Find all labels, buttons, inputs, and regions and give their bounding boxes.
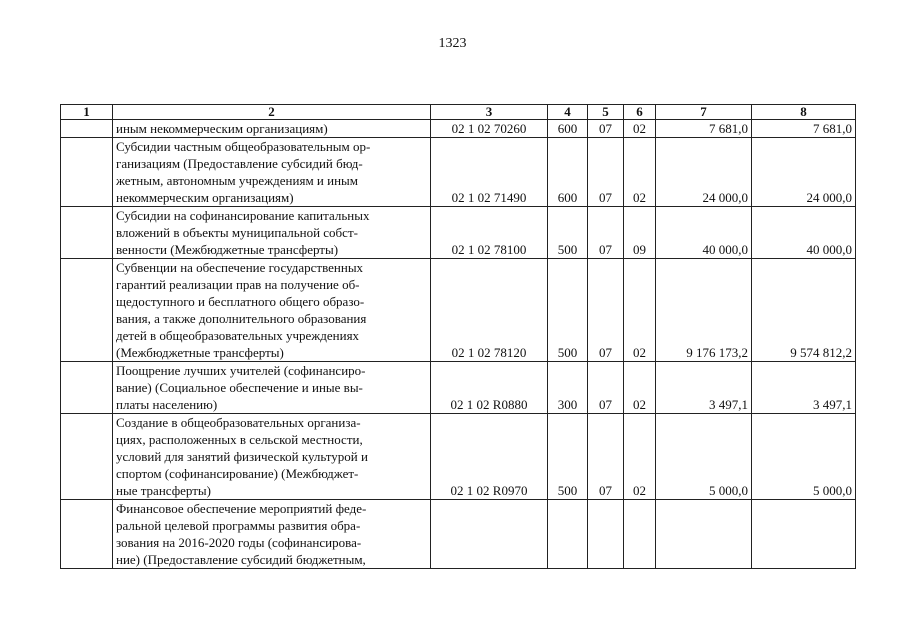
row-name-line: вания, а также дополнительного образования (116, 311, 367, 326)
expense-type-cell (548, 500, 588, 569)
section-cell: 07 (588, 414, 624, 500)
expense-type-cell: 500 (548, 207, 588, 259)
col-header-4: 4 (548, 105, 588, 120)
expense-type-cell: 300 (548, 362, 588, 414)
row-number-cell (61, 120, 113, 138)
section-cell: 07 (588, 362, 624, 414)
row-name-line: иным некоммерческим организациям) (116, 121, 328, 136)
row-name-line: некоммерческим организациям) (116, 190, 294, 205)
budget-table (60, 104, 856, 569)
subsection-cell: 02 (624, 259, 656, 362)
row-name-cell (113, 414, 431, 500)
table-row (61, 138, 856, 207)
row-number-cell (61, 138, 113, 207)
amount-year2-cell: 24 000,0 (752, 138, 856, 207)
row-name-line: Субсидии частным общеобразовательным ор- (116, 139, 371, 154)
subsection-cell: 02 (624, 138, 656, 207)
col-header-8: 8 (752, 105, 856, 120)
row-name-line: Субвенции на обеспечение государственных (116, 260, 364, 275)
subsection-cell: 02 (624, 414, 656, 500)
amount-year2-cell: 7 681,0 (752, 120, 856, 138)
table-row (61, 259, 856, 362)
row-name-cell (113, 362, 431, 414)
expense-type-cell: 500 (548, 414, 588, 500)
col-header-3: 3 (431, 105, 548, 120)
row-name-line: спортом (софинансирование) (Межбюджет- (116, 466, 359, 481)
col-header-6: 6 (624, 105, 656, 120)
row-number-cell (61, 207, 113, 259)
col-header-7: 7 (656, 105, 752, 120)
row-name-line: Субсидии на софинансирование капитальных (116, 208, 370, 223)
amount-year1-cell (656, 500, 752, 569)
table-row (61, 500, 856, 569)
subsection-cell (624, 500, 656, 569)
subsection-cell: 02 (624, 362, 656, 414)
table-row (61, 120, 856, 138)
page-number: 1323 (438, 36, 467, 51)
row-name-line: жетным, автономным учреждениям и иным (116, 173, 359, 188)
row-name-line: щедоступного и бесплатного общего образо- (116, 294, 365, 309)
target-code-cell: 02 1 02 78120 (431, 259, 548, 362)
row-name-cell (113, 138, 431, 207)
row-name-line: ганизациям (Предоставление субсидий бюд- (116, 156, 363, 171)
row-number-cell (61, 500, 113, 569)
target-code-cell: 02 1 02 78100 (431, 207, 548, 259)
row-name-line: условий для занятий физической культурой и (116, 449, 368, 464)
amount-year1-cell: 9 176 173,2 (656, 259, 752, 362)
row-name-line: Создание в общеобразовательных организа- (116, 415, 361, 430)
row-name-cell (113, 500, 431, 569)
row-name-line: гарантий реализации прав на получение об- (116, 277, 360, 292)
amount-year1-cell: 5 000,0 (656, 414, 752, 500)
amount-year2-cell: 9 574 812,2 (752, 259, 856, 362)
header-row (61, 105, 856, 120)
table-row (61, 414, 856, 500)
table-row (61, 207, 856, 259)
row-name-line: детей в общеобразовательных учреждениях (116, 328, 360, 343)
row-name-line: зования на 2016-2020 годы (софинансирова- (116, 535, 362, 550)
row-name-cell (113, 259, 431, 362)
row-name-line: Финансовое обеспечение мероприятий феде- (116, 501, 367, 516)
row-number-cell (61, 414, 113, 500)
section-cell: 07 (588, 138, 624, 207)
row-name-line: (Межбюджетные трансферты) (116, 345, 284, 360)
col-header-5: 5 (588, 105, 624, 120)
amount-year1-cell: 40 000,0 (656, 207, 752, 259)
target-code-cell: 02 1 02 70260 (431, 120, 548, 138)
section-cell: 07 (588, 259, 624, 362)
row-name-line: вложений в объекты муниципальной собст- (116, 225, 358, 240)
row-name-cell (113, 120, 431, 138)
col-header-2: 2 (113, 105, 431, 120)
target-code-cell: 02 1 02 R0880 (431, 362, 548, 414)
amount-year1-cell: 24 000,0 (656, 138, 752, 207)
row-name-cell (113, 207, 431, 259)
target-code-cell (431, 500, 548, 569)
row-name-line: ные трансферты) (116, 483, 211, 498)
row-name-line: венности (Межбюджетные трансферты) (116, 242, 339, 257)
row-name-line: ральной целевой программы развития обра- (116, 518, 361, 533)
amount-year2-cell: 5 000,0 (752, 414, 856, 500)
subsection-cell: 02 (624, 120, 656, 138)
expense-type-cell: 500 (548, 259, 588, 362)
row-number-cell (61, 362, 113, 414)
col-header-1: 1 (61, 105, 113, 120)
row-name-line: циях, расположенных в сельской местности, (116, 432, 363, 447)
section-cell: 07 (588, 207, 624, 259)
amount-year1-cell: 7 681,0 (656, 120, 752, 138)
row-name-line: ние) (Предоставление субсидий бюджетным, (116, 552, 366, 567)
table-row (61, 362, 856, 414)
expense-type-cell: 600 (548, 120, 588, 138)
target-code-cell: 02 1 02 71490 (431, 138, 548, 207)
amount-year2-cell: 3 497,1 (752, 362, 856, 414)
section-cell: 07 (588, 120, 624, 138)
amount-year1-cell: 3 497,1 (656, 362, 752, 414)
row-name-line: вание) (Социальное обеспечение и иные вы- (116, 380, 363, 395)
expense-type-cell: 600 (548, 138, 588, 207)
section-cell (588, 500, 624, 569)
row-number-cell (61, 259, 113, 362)
amount-year2-cell (752, 500, 856, 569)
subsection-cell: 09 (624, 207, 656, 259)
row-name-line: Поощрение лучших учителей (софинансиро- (116, 363, 366, 378)
target-code-cell: 02 1 02 R0970 (431, 414, 548, 500)
row-name-line: платы населению) (116, 397, 218, 412)
amount-year2-cell: 40 000,0 (752, 207, 856, 259)
